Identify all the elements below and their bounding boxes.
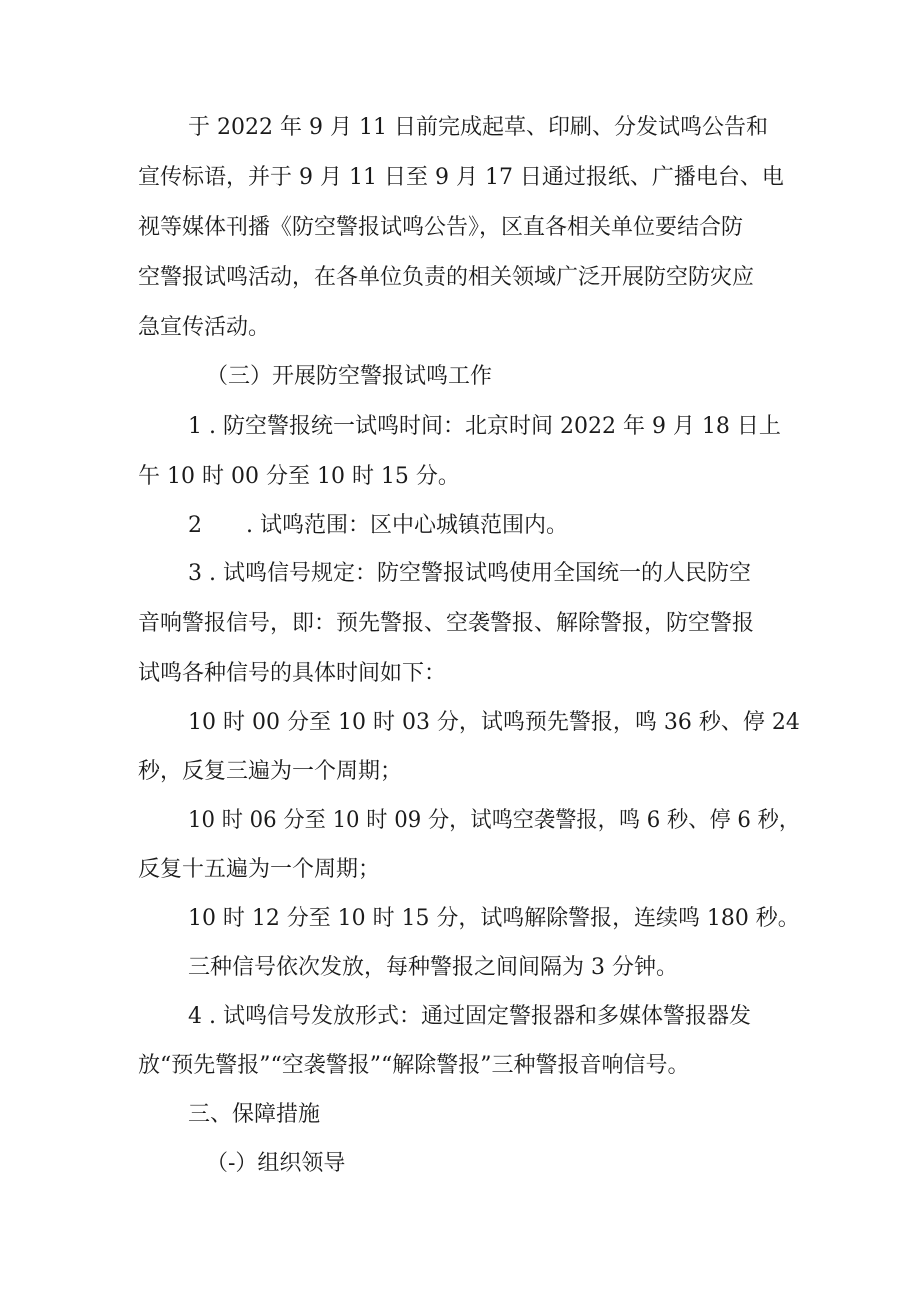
text-line: 放“预先警报”“空袭警报”“解除警报”三种警报音响信号。 [138, 1053, 690, 1078]
text-line: 4 . 试鸣信号发放形式：通过固定警报器和多媒体警报器发 [188, 1004, 751, 1029]
subsection-heading: （-）组织领导 [206, 1151, 346, 1176]
section-heading: （三）开展防空警报试鸣工作 [206, 364, 493, 389]
text-line: 反复十五遍为一个周期； [138, 857, 381, 882]
text-line: 3 . 试鸣信号规定：防空警报试鸣使用全国统一的人民防空 [188, 561, 751, 586]
text-line: 10 时 06 分至 10 时 09 分，试鸣空袭警报，鸣 6 秒、停 6 秒， [188, 808, 801, 833]
text-line: 音响警报信号，即：预先警报、空袭警报、解除警报，防空警报 [138, 611, 755, 636]
text-line: 急宣传活动。 [138, 315, 271, 340]
text-line: 10 时 00 分至 10 时 03 分，试鸣预先警报，鸣 36 秒、停 24 [188, 710, 800, 735]
text-line: 10 时 12 分至 10 时 15 分，试鸣解除警报，连续鸣 180 秒。 [188, 906, 800, 931]
text-line: 视等媒体刊播《防空警报试鸣公告》，区直各相关单位要结合防 [138, 215, 744, 240]
text-line: 空警报试鸣活动，在各单位负责的相关领域广泛开展防空防灾应 [138, 265, 755, 290]
text-line: 于 2022 年 9 月 11 日前完成起草、印刷、分发试鸣公告和 [188, 115, 768, 140]
section-heading: 三、保障措施 [188, 1102, 321, 1127]
text-line: 试鸣各种信号的具体时间如下： [138, 661, 447, 686]
text-line: 1 . 防空警报统一试鸣时间：北京时间 2022 年 9 月 18 日上 [188, 414, 781, 439]
text-line: 午 10 时 00 分至 10 时 15 分。 [138, 464, 460, 489]
text-line: 2 . 试鸣范围：区中心城镇范围内。 [188, 513, 568, 538]
text-line: 秒，反复三遍为一个周期； [138, 759, 403, 784]
text-line: 三种信号依次发放，每种警报之间间隔为 3 分钟。 [188, 955, 678, 980]
text-line: 宣传标语，并于 9 月 11 日至 9 月 17 日通过报纸、广播电台、电 [138, 165, 784, 190]
